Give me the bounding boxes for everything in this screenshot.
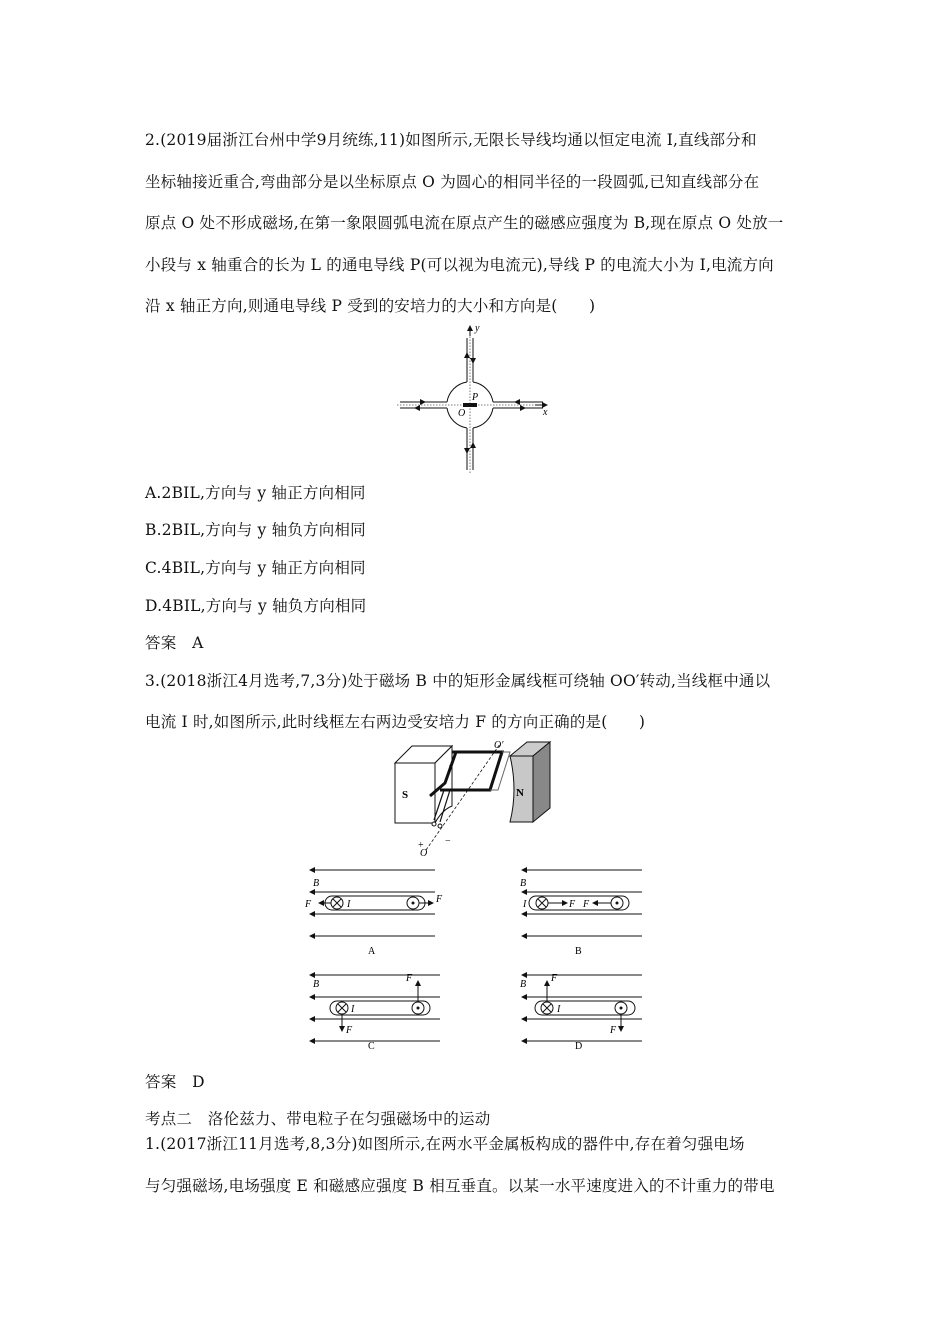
q3-answer: 答案 D	[145, 1073, 205, 1091]
panel-d-caption: D	[575, 1041, 583, 1052]
panel-a-b-label: B	[313, 878, 320, 889]
q2-p-label: P	[472, 392, 479, 403]
q3-magnet-figure	[390, 738, 560, 860]
q2-line-5: 沿 x 轴正方向,则通电导线 P 受到的安培力的大小和方向是( )	[145, 297, 596, 315]
q2-line-4: 小段与 x 轴重合的长为 L 的通电导线 P(可以视为电流元),导线 P 的电流大小为 I,电流方向	[145, 256, 774, 274]
q3-line-1: 3.(2018浙江4月选考,7,3分)处于磁场 B 中的矩形金属线框可绕轴 OO′转动,当线框中通以	[145, 672, 771, 690]
q3-current-label: I	[448, 764, 452, 775]
section2-title: 考点二 洛伦兹力、带电粒子在匀强磁场中的运动	[145, 1110, 491, 1128]
q3-plus-label: +	[418, 840, 424, 851]
q3-minus-label: −	[445, 836, 451, 847]
panel-b-f-left: F	[569, 899, 576, 910]
panel-a-caption: A	[368, 946, 376, 957]
q2-line-3: 原点 O 处不形成磁场,在第一象限圆弧电流在原点产生的磁感应强度为 B,现在原点 O 处放一	[145, 214, 784, 232]
q2-option-a: A.2BIL,方向与 y 轴正方向相同	[145, 484, 366, 502]
panel-a-f-left: F	[305, 899, 312, 910]
panel-d	[520, 973, 642, 1052]
panel-b-f-right: F	[583, 899, 590, 910]
q3-panels-figure	[305, 862, 645, 1052]
panel-b-i-label: I	[523, 899, 527, 910]
q2-axis-x-label: x	[543, 407, 548, 418]
panel-a-i-label: I	[347, 899, 351, 910]
panel-d-f-top: F	[551, 973, 558, 984]
panel-c-caption: C	[368, 1041, 375, 1052]
panel-d-b-label: B	[520, 979, 527, 990]
panel-c-f-bottom: F	[346, 1025, 353, 1036]
q2-option-d: D.4BIL,方向与 y 轴负方向相同	[145, 597, 367, 615]
q2-origin-label: O	[458, 408, 466, 419]
panel-a	[305, 870, 443, 957]
panel-a-f-right: F	[436, 894, 443, 905]
panel-b	[520, 870, 642, 957]
q2-line-1: 2.(2019届浙江台州中学9月统练,11)如图所示,无限长导线均通以恒定电流 I,直线部分和	[145, 131, 757, 149]
panel-d-f-bottom: F	[610, 1025, 617, 1036]
q3-n-label: N	[516, 787, 524, 799]
q2-option-b: B.2BIL,方向与 y 轴负方向相同	[145, 521, 366, 539]
s2-q1-line-1: 1.(2017浙江11月选考,8,3分)如图所示,在两水平金属板构成的器件中,存在着匀强电场	[145, 1135, 745, 1153]
q3-line-2: 电流 I 时,如图所示,此时线框左右两边受安培力 F 的方向正确的是( )	[145, 713, 646, 731]
q2-answer: 答案 A	[145, 634, 204, 652]
panel-b-caption: B	[575, 946, 582, 957]
panel-c-i-label: I	[351, 1004, 355, 1015]
q2-axis-y-label: y	[475, 323, 480, 334]
q3-o-bottom-label: O	[420, 848, 428, 859]
panel-d-i-label: I	[557, 1004, 561, 1015]
q3-o-top-label: O′	[494, 740, 504, 751]
s2-q1-line-2: 与匀强磁场,电场强度 E 和磁感应强度 B 相互垂直。以某一水平速度进入的不计重力的带电	[145, 1177, 775, 1195]
panel-c	[310, 973, 440, 1052]
q3-s-label: S	[402, 789, 409, 801]
panel-c-f-top: F	[406, 973, 413, 984]
panel-c-b-label: B	[313, 979, 320, 990]
panel-b-b-label: B	[520, 878, 527, 889]
q2-option-c: C.4BIL,方向与 y 轴正方向相同	[145, 559, 366, 577]
q2-line-2: 坐标轴接近重合,弯曲部分是以坐标原点 O 为圆心的相同半径的一段圆弧,已知直线部分在	[145, 173, 760, 191]
q2-wire-figure	[395, 318, 555, 478]
